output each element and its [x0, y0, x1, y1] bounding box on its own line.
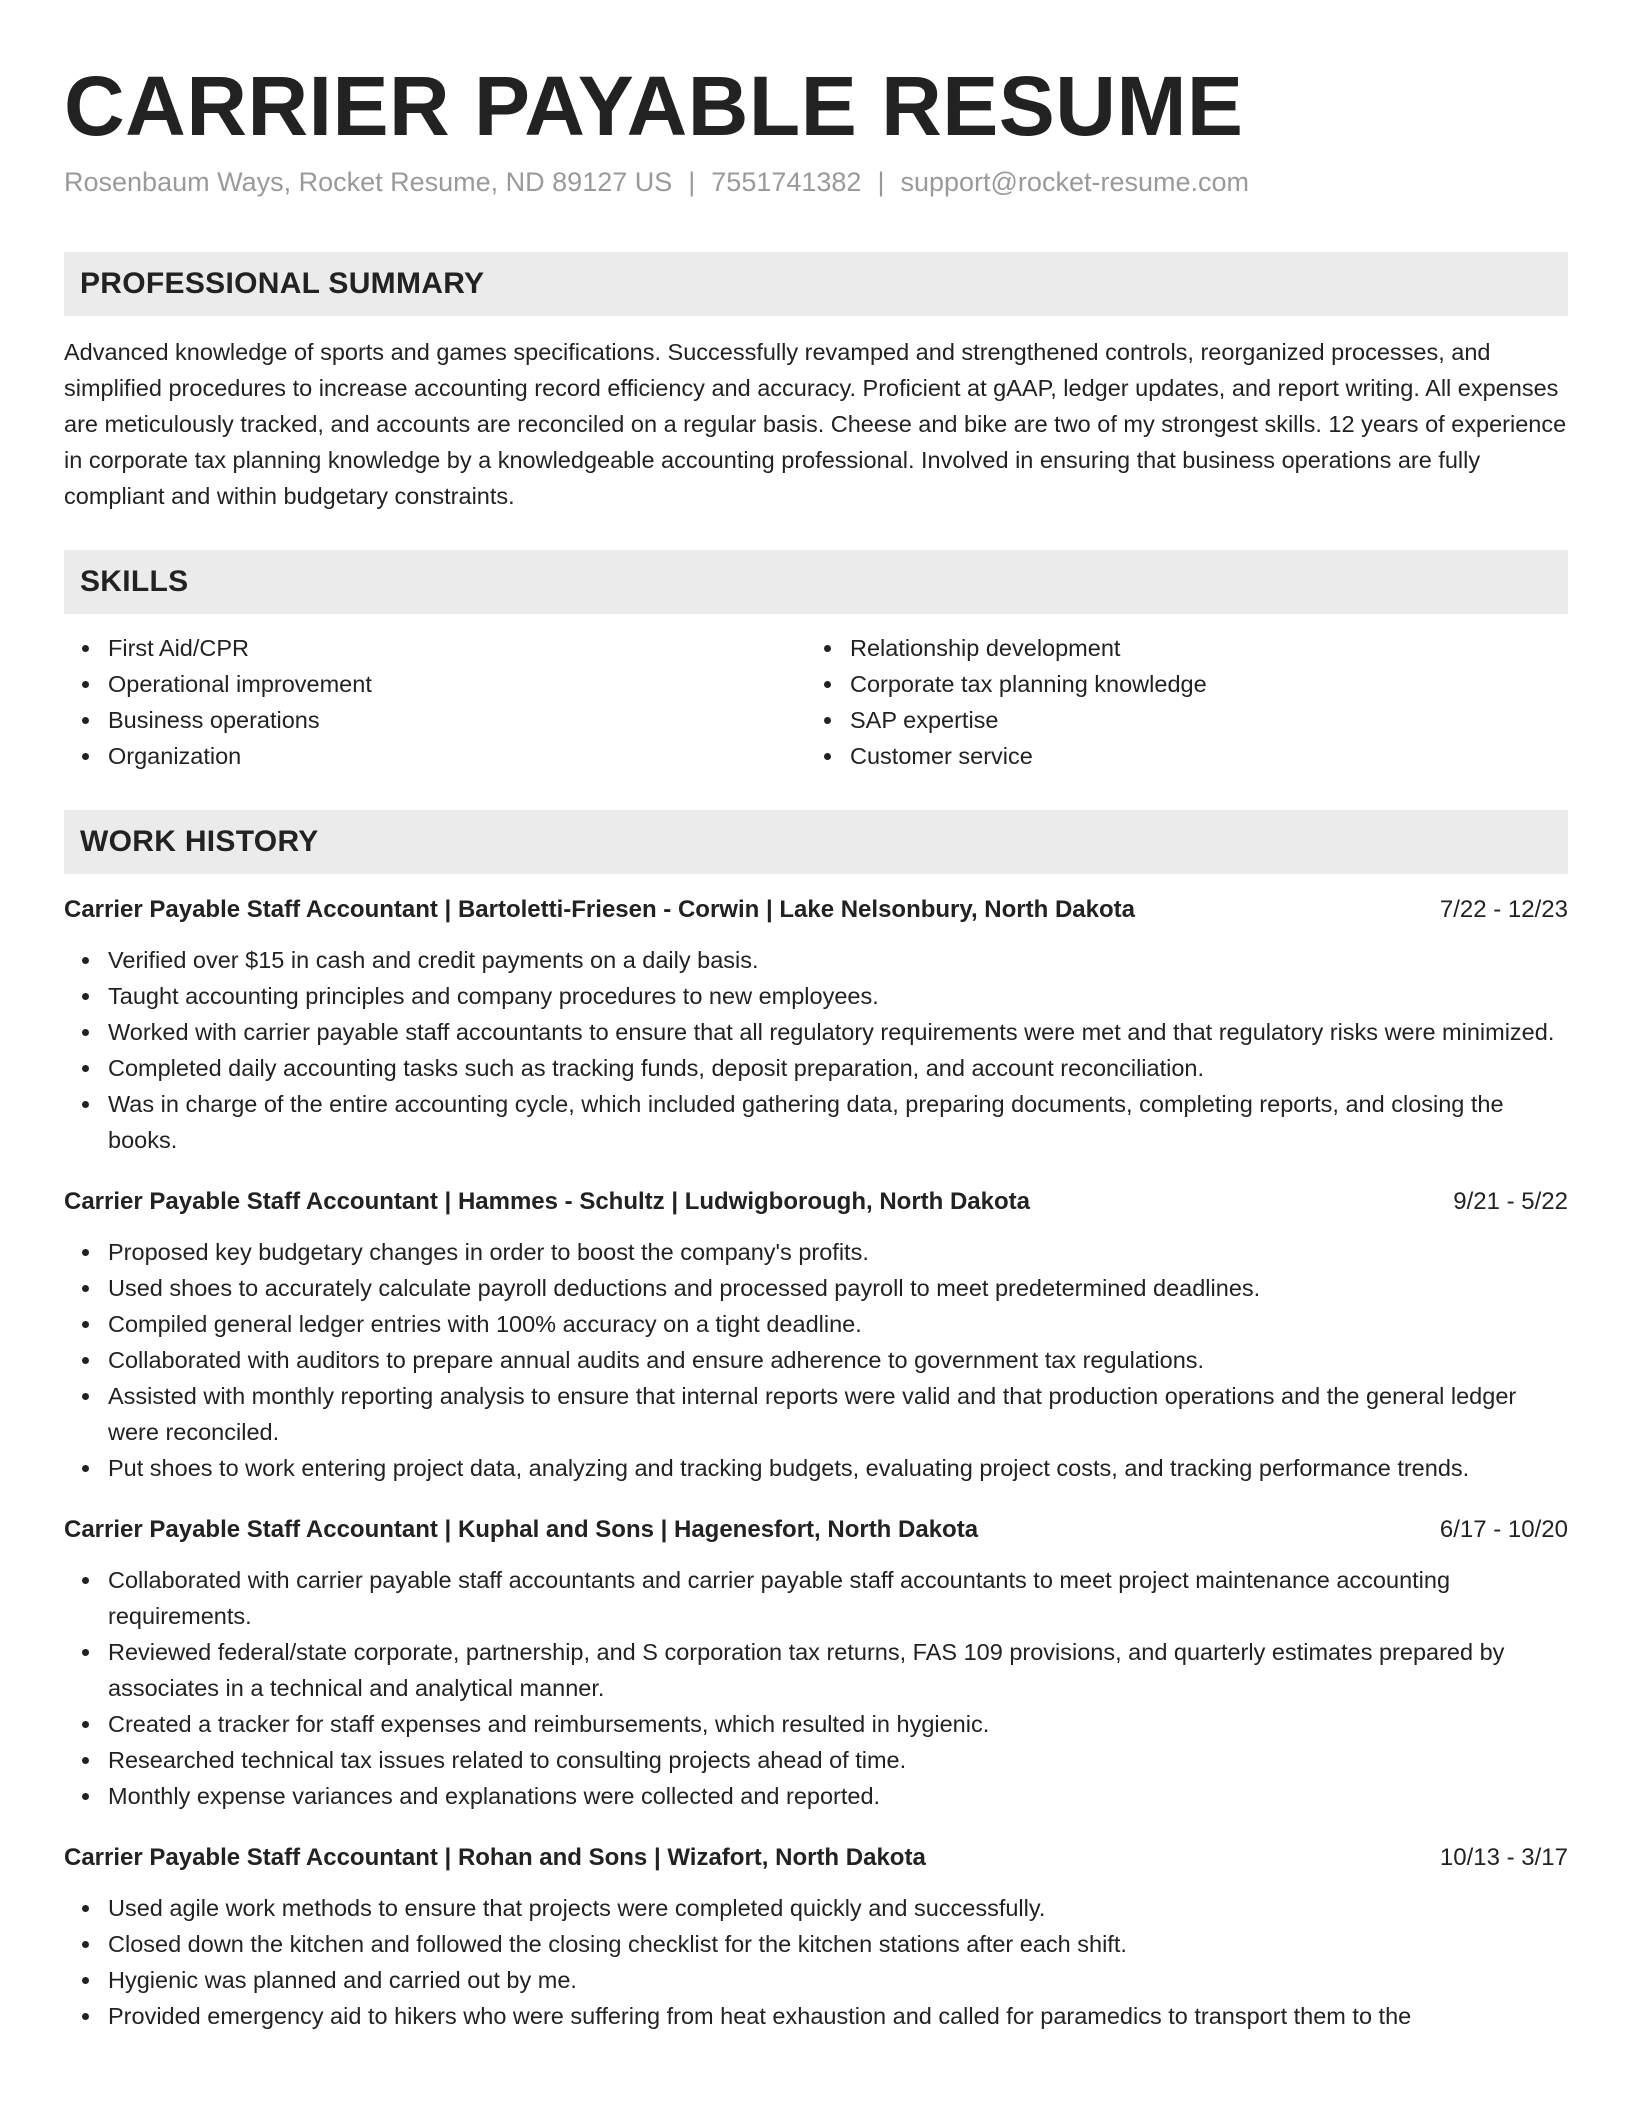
job-bullet: Worked with carrier payable staff accountants to ensure that all regulatory requirements were met and that regulatory risks were minimized. [108, 1014, 1568, 1050]
contact-address: Rosenbaum Ways, Rocket Resume, ND 89127 US [64, 167, 673, 197]
job-bullet: Was in charge of the entire accounting cycle, which included gathering data, preparing documents, completing reports, and closing the books. [108, 1086, 1568, 1158]
job-dates: 10/13 - 3/17 [1439, 1844, 1568, 1871]
skill-item: First Aid/CPR [108, 630, 806, 666]
job-entry [64, 892, 1568, 1158]
skills-column-left [64, 630, 806, 774]
job-bullet: Used shoes to accurately calculate payroll deductions and processed payroll to meet predetermined deadlines. [108, 1270, 1568, 1306]
job-header [64, 892, 1568, 928]
job-bullet: Created a tracker for staff expenses and reimbursements, which resulted in hygienic. [108, 1706, 1568, 1742]
contact-phone: 7551741382 [711, 167, 862, 197]
job-entry [64, 1512, 1568, 1814]
job-entry [64, 1840, 1568, 2034]
job-title: Carrier Payable Staff Accountant | Hammes - Schultz | Ludwigborough, North Dakota [64, 1188, 1030, 1215]
job-bullet: Proposed key budgetary changes in order to boost the company's profits. [108, 1234, 1568, 1270]
job-bullets [64, 1234, 1568, 1486]
job-bullet: Verified over $15 in cash and credit payments on a daily basis. [108, 942, 1568, 978]
skill-item: Corporate tax planning knowledge [850, 666, 1568, 702]
job-title: Carrier Payable Staff Accountant | Bartoletti-Friesen - Corwin | Lake Nelsonbury, North Dakota [64, 896, 1135, 923]
job-bullet: Closed down the kitchen and followed the closing checklist for the kitchen stations after each shift. [108, 1926, 1568, 1962]
job-bullet: Reviewed federal/state corporate, partnership, and S corporation tax returns, FAS 109 provisions, and quarterly estimates prepared by associates in a technical and analytical manner. [108, 1634, 1568, 1706]
skill-item: SAP expertise [850, 702, 1568, 738]
job-header [64, 1184, 1568, 1220]
skills-column-right [806, 630, 1568, 774]
skill-item: Business operations [108, 702, 806, 738]
job-bullets [64, 942, 1568, 1158]
job-bullet: Taught accounting principles and company procedures to new employees. [108, 978, 1568, 1014]
job-dates: 9/21 - 5/22 [1453, 1188, 1568, 1215]
job-bullet: Researched technical tax issues related to consulting projects ahead of time. [108, 1742, 1568, 1778]
job-bullet: Put shoes to work entering project data, analyzing and tracking budgets, evaluating project costs, and tracking performance trends. [108, 1450, 1568, 1486]
contact-separator: | [877, 167, 885, 197]
resume-page [64, 0, 1568, 2034]
section-header-skills: SKILLS [64, 550, 1568, 614]
job-bullet: Assisted with monthly reporting analysis to ensure that internal reports were valid and that production operations and the general ledger were reconciled. [108, 1378, 1568, 1450]
job-dates: 7/22 - 12/23 [1439, 896, 1568, 923]
skill-item: Relationship development [850, 630, 1568, 666]
job-bullet: Completed daily accounting tasks such as tracking funds, deposit preparation, and account reconciliation. [108, 1050, 1568, 1086]
skills-list [64, 630, 1568, 774]
section-header-summary: PROFESSIONAL SUMMARY [64, 252, 1568, 316]
job-title: Carrier Payable Staff Accountant | Rohan and Sons | Wizafort, North Dakota [64, 1844, 926, 1871]
contact-line [64, 164, 1568, 200]
job-dates: 6/17 - 10/20 [1439, 1516, 1568, 1543]
resume-title: CARRIER PAYABLE RESUME [64, 59, 1244, 153]
skill-item: Organization [108, 738, 806, 774]
job-bullet: Compiled general ledger entries with 100% accuracy on a tight deadline. [108, 1306, 1568, 1342]
job-header [64, 1512, 1568, 1548]
job-header [64, 1840, 1568, 1876]
job-bullet: Monthly expense variances and explanations were collected and reported. [108, 1778, 1568, 1814]
job-bullets [64, 1890, 1568, 2034]
job-bullet: Hygienic was planned and carried out by me. [108, 1962, 1568, 1998]
skill-item: Customer service [850, 738, 1568, 774]
job-bullet: Provided emergency aid to hikers who were suffering from heat exhaustion and called for paramedics to transport them to the [108, 1998, 1568, 2034]
skill-item: Operational improvement [108, 666, 806, 702]
contact-separator: | [688, 167, 696, 197]
job-bullet: Used agile work methods to ensure that projects were completed quickly and successfully. [108, 1890, 1568, 1926]
contact-email: support@rocket-resume.com [900, 167, 1249, 197]
job-entry [64, 1184, 1568, 1486]
summary-text: Advanced knowledge of sports and games specifications. Successfully revamped and strengthened controls, reorganized processes, and simplified procedures to increase accounting record efficiency and accuracy. Proficient at gAAP, ledger updates, and report writing. All expenses are meticulously tracked, and accounts are reconciled on a regular basis. Cheese and bike are two of my strongest skills. 12 years of experience in corporate tax planning knowledge by a knowledgeable accounting professional. Involved in ensuring that business operations are fully compliant and within budgetary constraints. [64, 339, 1567, 509]
job-bullet: Collaborated with auditors to prepare annual audits and ensure adherence to government tax regulations. [108, 1342, 1568, 1378]
section-header-work-history: WORK HISTORY [64, 810, 1568, 874]
job-bullets [64, 1562, 1568, 1814]
job-title: Carrier Payable Staff Accountant | Kuphal and Sons | Hagenesfort, North Dakota [64, 1516, 979, 1543]
job-bullet: Collaborated with carrier payable staff accountants and carrier payable staff accountants to meet project maintenance accounting requirements. [108, 1562, 1568, 1634]
